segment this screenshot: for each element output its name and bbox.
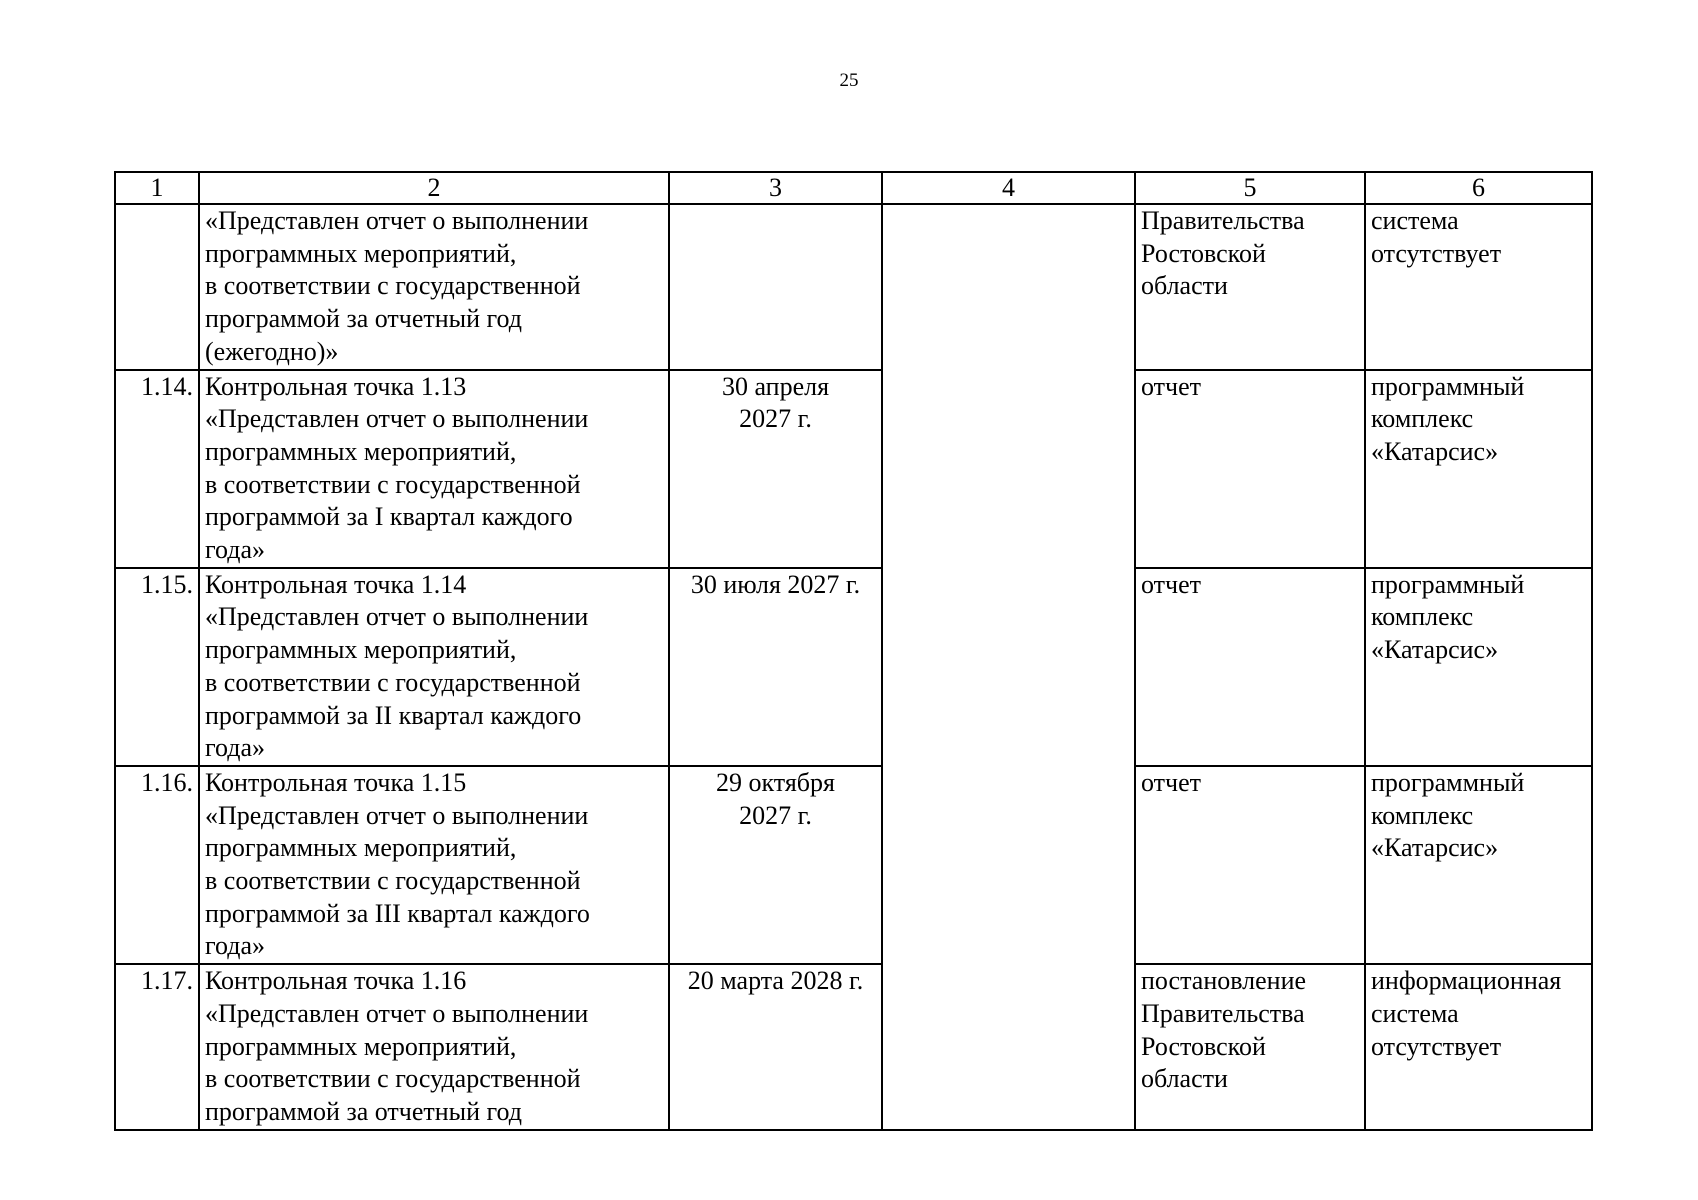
description-line: в соответствии с государственной bbox=[205, 1064, 581, 1094]
column-number-header: 2 bbox=[199, 172, 669, 204]
row-number-cell bbox=[115, 204, 199, 370]
document-type-line: отчет bbox=[1141, 569, 1201, 599]
information-system-line: информационная bbox=[1371, 966, 1562, 996]
document-type-cell bbox=[1135, 766, 1365, 964]
information-system-line: комплекс bbox=[1371, 800, 1474, 830]
description-line: программой за II квартал каждого bbox=[205, 700, 582, 730]
description-line: программой за I квартал каждого bbox=[205, 502, 573, 532]
date-cell bbox=[669, 370, 882, 568]
table-row bbox=[115, 766, 1592, 964]
date-line: 2027 г. bbox=[739, 800, 812, 830]
description-line: «Представлен отчет о выполнении bbox=[205, 206, 589, 235]
row-number-cell: 1.16. bbox=[115, 766, 199, 964]
information-system-line: отсутствует bbox=[1371, 1031, 1502, 1061]
table-row bbox=[115, 370, 1592, 568]
document-type-line: отчет bbox=[1141, 371, 1201, 401]
description-cell bbox=[199, 568, 669, 766]
date-line: 29 октября bbox=[716, 767, 835, 797]
description-line: программных мероприятий, bbox=[205, 635, 517, 665]
description-cell bbox=[199, 370, 669, 568]
information-system-line: программный bbox=[1371, 569, 1525, 599]
information-system-line: программный bbox=[1371, 767, 1525, 797]
document-type-line: Правительства bbox=[1141, 206, 1305, 235]
control-points-table bbox=[114, 171, 1593, 1131]
row-number-cell: 1.15. bbox=[115, 568, 199, 766]
description-cell bbox=[199, 204, 669, 370]
description-line: «Представлен отчет о выполнении bbox=[205, 800, 589, 830]
date-cell bbox=[669, 568, 882, 766]
information-system-line: отсутствует bbox=[1371, 238, 1502, 268]
date-line: 30 июля 2027 г. bbox=[690, 569, 861, 599]
description-cell bbox=[199, 766, 669, 964]
information-system-line: система bbox=[1371, 206, 1459, 235]
description-line: «Представлен отчет о выполнении bbox=[205, 998, 589, 1028]
description-line: в соответствии с государственной bbox=[205, 271, 581, 301]
document-type-line: Ростовской bbox=[1141, 1031, 1266, 1061]
description-line: в соответствии с государственной bbox=[205, 667, 581, 697]
information-system-cell bbox=[1365, 964, 1592, 1130]
description-line: (ежегодно)» bbox=[205, 336, 339, 366]
description-line: Контрольная точка 1.13 bbox=[205, 371, 467, 401]
table-row bbox=[115, 568, 1592, 766]
information-system-cell bbox=[1365, 766, 1592, 964]
document-type-line: постановление bbox=[1141, 966, 1307, 996]
table-row bbox=[115, 964, 1592, 1130]
document-type-cell bbox=[1135, 204, 1365, 370]
document-type-cell bbox=[1135, 568, 1365, 766]
column-number-header: 3 bbox=[669, 172, 882, 204]
document-type-line: области bbox=[1141, 271, 1228, 301]
information-system-line: система bbox=[1371, 998, 1459, 1028]
description-line: в соответствии с государственной bbox=[205, 866, 581, 896]
information-system-line: «Катарсис» bbox=[1371, 635, 1499, 665]
description-line: Контрольная точка 1.16 bbox=[205, 966, 467, 996]
table-header-row bbox=[115, 172, 1592, 204]
column-number-header: 4 bbox=[882, 172, 1135, 204]
row-number-cell: 1.17. bbox=[115, 964, 199, 1130]
description-line: года» bbox=[205, 931, 266, 961]
document-type-line: отчет bbox=[1141, 767, 1201, 797]
responsible-cell bbox=[882, 204, 1135, 1130]
description-line: программой за III квартал каждого bbox=[205, 898, 590, 928]
date-line: 2027 г. bbox=[739, 404, 812, 434]
document-type-line: области bbox=[1141, 1064, 1228, 1094]
description-line: «Представлен отчет о выполнении bbox=[205, 404, 589, 434]
row-number-cell: 1.14. bbox=[115, 370, 199, 568]
information-system-line: комплекс bbox=[1371, 404, 1474, 434]
information-system-cell bbox=[1365, 204, 1592, 370]
description-line: «Представлен отчет о выполнении bbox=[205, 602, 589, 632]
date-line: 20 марта 2028 г. bbox=[687, 966, 864, 996]
column-number-header: 5 bbox=[1135, 172, 1365, 204]
date-cell bbox=[669, 964, 882, 1130]
description-line: года» bbox=[205, 535, 266, 565]
table-row bbox=[115, 204, 1592, 370]
information-system-cell bbox=[1365, 568, 1592, 766]
column-number-header: 1 bbox=[115, 172, 199, 204]
date-line: 30 апреля bbox=[721, 371, 830, 401]
information-system-line: программный bbox=[1371, 371, 1525, 401]
information-system-line: комплекс bbox=[1371, 602, 1474, 632]
information-system-line: «Катарсис» bbox=[1371, 833, 1499, 863]
document-type-cell bbox=[1135, 964, 1365, 1130]
description-cell bbox=[199, 964, 669, 1130]
description-line: года» bbox=[205, 733, 266, 763]
description-line: программных мероприятий, bbox=[205, 1031, 517, 1061]
description-line: программных мероприятий, bbox=[205, 833, 517, 863]
description-line: программных мероприятий, bbox=[205, 436, 517, 466]
description-line: программных мероприятий, bbox=[205, 238, 517, 268]
description-line: в соответствии с государственной bbox=[205, 469, 581, 499]
document-type-line: Ростовской bbox=[1141, 238, 1266, 268]
column-number-header: 6 bbox=[1365, 172, 1592, 204]
date-cell bbox=[669, 766, 882, 964]
document-type-line: Правительства bbox=[1141, 998, 1305, 1028]
description-line: программой за отчетный год bbox=[205, 304, 523, 334]
description-line: программой за отчетный год bbox=[205, 1096, 523, 1126]
page-number: 25 bbox=[839, 70, 859, 91]
date-cell bbox=[669, 204, 882, 370]
description-line: Контрольная точка 1.14 bbox=[205, 569, 467, 599]
information-system-cell bbox=[1365, 370, 1592, 568]
document-type-cell bbox=[1135, 370, 1365, 568]
information-system-line: «Катарсис» bbox=[1371, 436, 1499, 466]
description-line: Контрольная точка 1.15 bbox=[205, 767, 467, 797]
